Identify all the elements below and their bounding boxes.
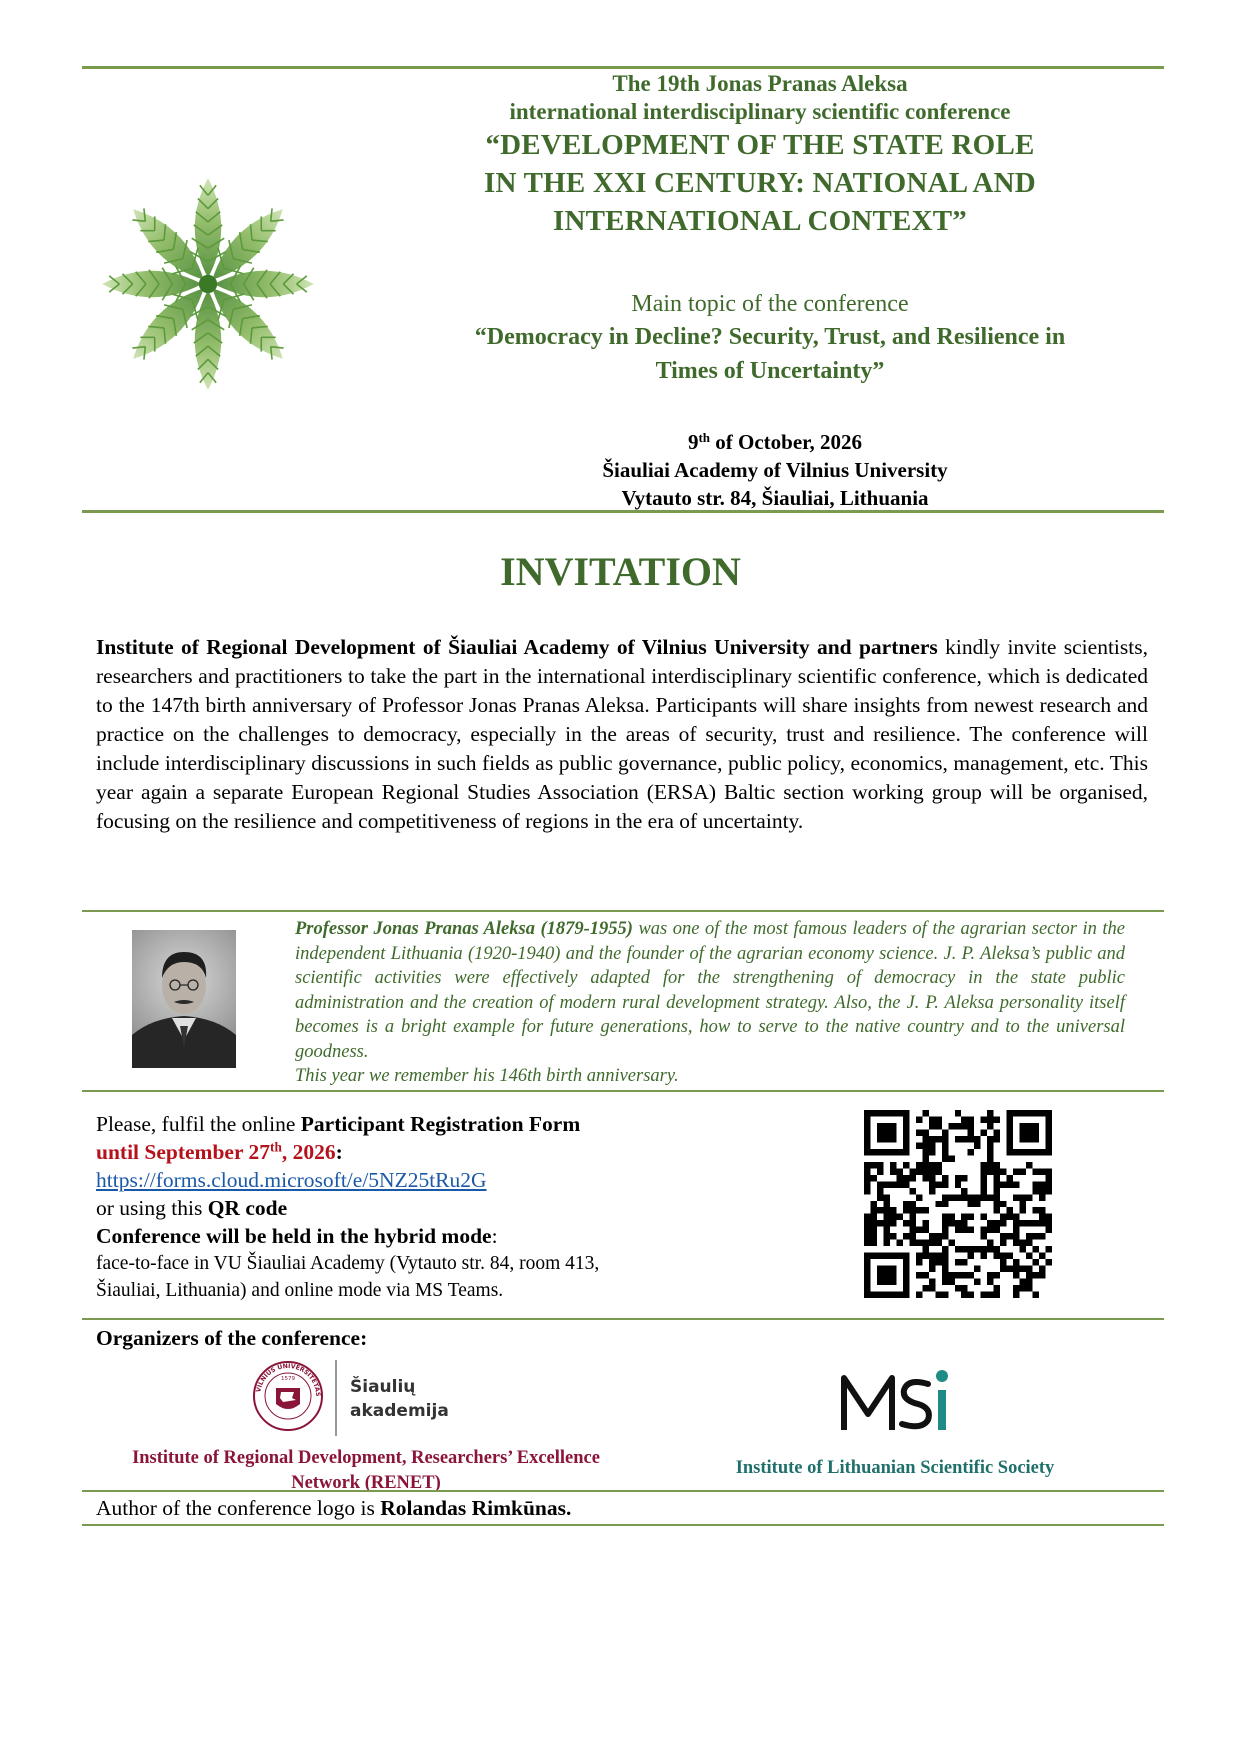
- invitation-body: kindly invite scientists, researchers and practitioners to take the part in the international interdisciplinary scientific conference, which is dedicated to the 147th birth anniversary of Professor Jonas Pranas Aleksa. Participants will share insights from newest research and practice on the challenges to democracy, especially in the areas of security, trust and resilience. The conference will include interdisciplinary discussions in such fields as public governance, public policy, economics, management, etc. This year again a separate European Regional Studies Association (ERSA) Baltic section working group will be organised, focusing on the resilience and competitiveness of regions in the era of uncertainty.: [96, 635, 1148, 833]
- organizers-label: Organizers of the conference:: [96, 1326, 368, 1350]
- bio-name: Professor Jonas Pranas Aleksa (1879-1955): [295, 919, 633, 939]
- main-topic: [400, 288, 1140, 388]
- registration-form-link[interactable]: https://forms.cloud.microsoft/e/5NZ25tRu2G: [96, 1168, 487, 1192]
- conference-header: [380, 70, 1140, 240]
- svg-text:VILNIUS UNIVERSITETAS: VILNIUS UNIVERSITETAS: [255, 1362, 322, 1397]
- conference-title-line-2: IN THE XXI CENTURY: NATIONAL AND: [484, 167, 1036, 199]
- professor-portrait: [132, 930, 236, 1068]
- qr-intro: or using this QR code: [96, 1196, 288, 1220]
- svg-text:1579: 1579: [281, 1376, 295, 1382]
- bio-anniversary: This year we remember his 146th birth anniversary.: [295, 1066, 679, 1086]
- topic-label: Main topic of the conference: [631, 291, 909, 317]
- conference-logo-star-icon: [96, 172, 320, 396]
- header-line-1: The 19th Jonas Pranas Aleksa: [612, 71, 908, 96]
- professor-bio: [295, 917, 1125, 1089]
- topic-title-line-2: Times of Uncertainty”: [655, 358, 885, 384]
- topic-title-line-1: “Democracy in Decline? Security, Trust, and Resilience in: [474, 324, 1066, 350]
- msi-logo: [838, 1358, 958, 1438]
- vu-institute-name: Institute of Regional Development, Researchers’ Excellence Network (RENET): [132, 1448, 600, 1493]
- top-rule: [82, 66, 1164, 69]
- header-line-2: international interdisciplinary scientific conference: [509, 99, 1011, 124]
- venue-name: Šiauliai Academy of Vilnius University: [602, 458, 948, 482]
- vu-siauliai-academy-logo: [250, 1352, 480, 1446]
- bio-bottom-rule: [82, 1090, 1164, 1092]
- date-venue: [430, 428, 1120, 512]
- invitation-paragraph: [96, 633, 1148, 836]
- hybrid-details-line-2: Šiauliai, Lithuania) and online mode via MS Teams.: [96, 1280, 504, 1301]
- svg-text:akademija: akademija: [350, 1401, 449, 1421]
- invitation-lead: Institute of Regional Development of Šiauliai Academy of Vilnius University and partners: [96, 635, 938, 659]
- hybrid-mode: Conference will be held in the hybrid mode:: [96, 1224, 498, 1248]
- registration-deadline: until September 27th, 2026:: [96, 1139, 343, 1164]
- header-rule: [82, 510, 1164, 513]
- bio-top-rule: [82, 910, 1164, 912]
- bio-text: was one of the most famous leaders of the agrarian sector in the independent Lithuania (1920-1940) and the founder of the agrarian economy science. J. P. Aleksa’s public and scientific activities were effectively adapted for the strengthening of democracy in the state public administration and the creation of modern rural development strategy. Also, the J. P. Aleksa personality itself becomes is a bright example for future generations, how to serve to the native country and to the universal goodness.: [295, 919, 1125, 1062]
- registration-intro: Please, fulfil the online Participant Registration Form: [96, 1112, 581, 1136]
- conference-title-line-3: INTERNATIONAL CONTEXT”: [553, 205, 967, 237]
- logo-author: Author of the conference logo is Rolandas Rimkūnas.: [96, 1496, 572, 1520]
- svg-text:Šiaulių: Šiaulių: [350, 1377, 416, 1397]
- author-bottom-rule: [82, 1524, 1164, 1526]
- registration-qr-code[interactable]: [864, 1110, 1052, 1298]
- organizers-rule: [82, 1318, 1164, 1320]
- invitation-heading: INVITATION: [500, 549, 741, 594]
- author-top-rule: [82, 1490, 1164, 1492]
- hybrid-details-line-1: face-to-face in VU Šiauliai Academy (Vytauto str. 84, room 413,: [96, 1253, 600, 1274]
- venue-address: Vytauto str. 84, Šiauliai, Lithuania: [621, 486, 929, 510]
- conference-title-line-1: “DEVELOPMENT OF THE STATE ROLE: [485, 129, 1035, 161]
- conference-date: 9th of October, 2026: [687, 429, 863, 454]
- msi-institute-name: Institute of Lithuanian Scientific Society: [735, 1458, 1055, 1478]
- registration-section: [96, 1110, 736, 1304]
